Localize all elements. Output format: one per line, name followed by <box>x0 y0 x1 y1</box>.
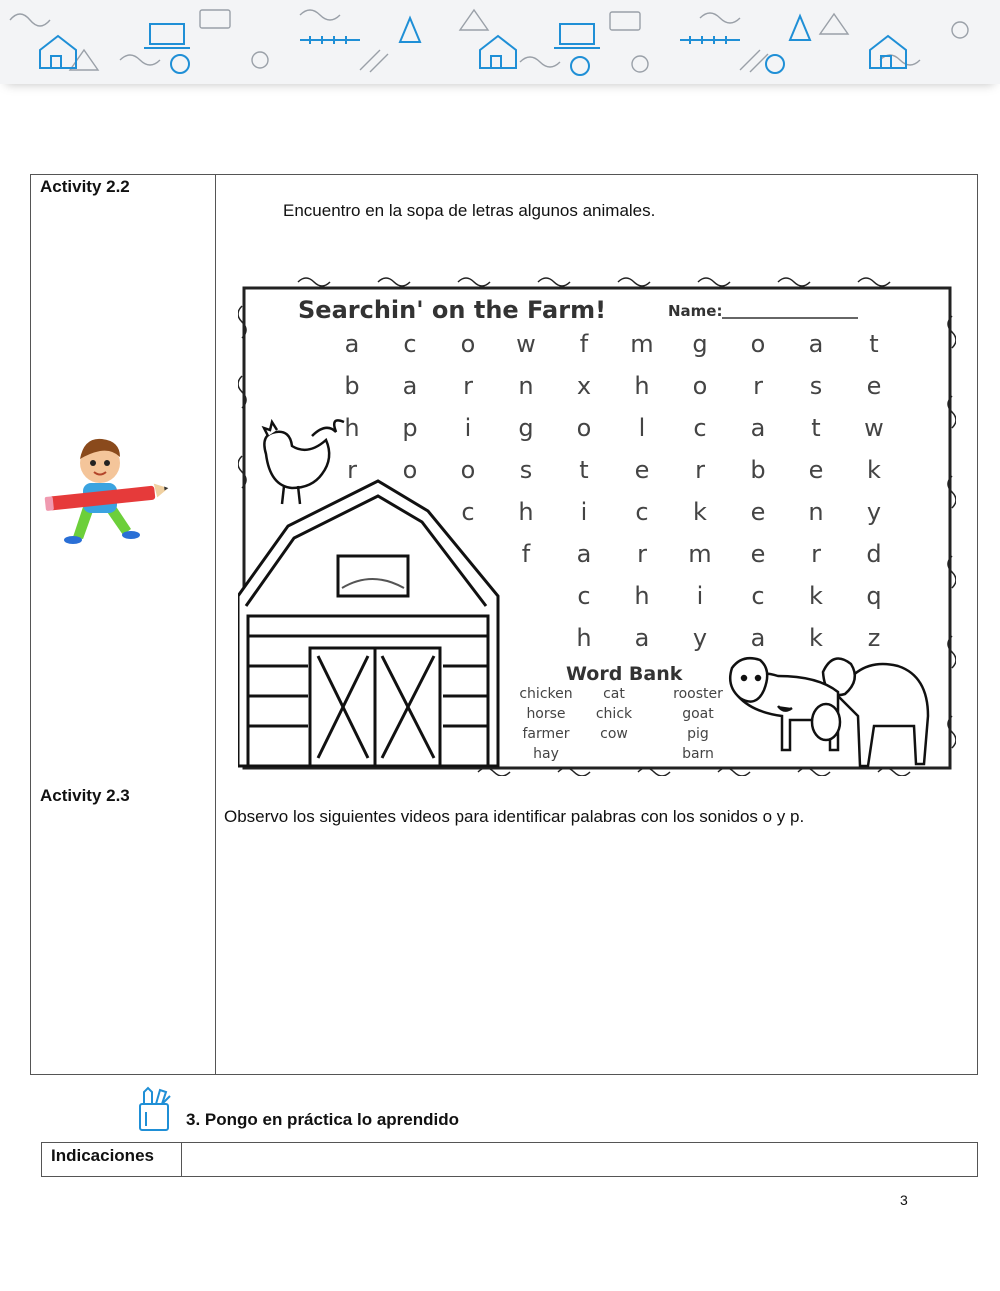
grid-letter: r <box>347 456 357 484</box>
grid-letter: e <box>634 456 650 484</box>
activity-2-3-instruction: Observo los siguientes videos para identificar palabras con los sonidos o y p. <box>224 807 805 826</box>
grid-letter: k <box>809 624 823 652</box>
puzzle-title: Searchin' on the Farm! <box>298 296 607 324</box>
grid-letter: h <box>634 372 650 400</box>
word-bank-item: farmer <box>522 726 570 742</box>
grid-letter: i <box>580 498 588 526</box>
grid-letter: o <box>750 330 766 358</box>
grid-letter: m <box>630 330 654 358</box>
boy-with-pencil-illustration <box>43 437 173 547</box>
grid-letter: o <box>576 414 592 442</box>
grid-letter: t <box>579 456 589 484</box>
grid-letter: c <box>635 498 649 526</box>
grid-letter: c <box>461 498 475 526</box>
puzzle-name-label: Name: <box>668 302 723 320</box>
grid-letter: t <box>811 414 821 442</box>
doodle-pattern <box>0 0 1000 84</box>
grid-letter: a <box>750 414 766 442</box>
grid-letter: t <box>869 330 879 358</box>
grid-letter: a <box>344 330 360 358</box>
grid-letter: i <box>464 414 472 442</box>
table-column-divider <box>215 175 216 1074</box>
grid-letter: o <box>460 456 476 484</box>
grid-letter: r <box>811 540 821 568</box>
grid-letter: y <box>692 624 708 652</box>
grid-letter: c <box>577 582 591 610</box>
activity-2-2-label: Activity 2.2 <box>40 177 130 196</box>
grid-letter: c <box>403 330 417 358</box>
grid-letter: a <box>576 540 592 568</box>
grid-letter: c <box>693 414 707 442</box>
indicaciones-label: Indicaciones <box>51 1146 154 1165</box>
grid-letter: r <box>753 372 763 400</box>
page-number: 3 <box>900 1192 908 1208</box>
grid-letter: f <box>579 330 589 358</box>
indicaciones-divider <box>181 1143 182 1176</box>
word-bank-item: pig <box>687 726 709 742</box>
word-bank-item: rooster <box>673 686 723 702</box>
grid-letter: e <box>750 540 766 568</box>
grid-letter: h <box>344 414 360 442</box>
header-doodle-banner <box>0 0 1000 84</box>
grid-letter: r <box>463 372 473 400</box>
grid-letter: h <box>518 498 534 526</box>
word-bank-item: goat <box>682 706 714 722</box>
word-bank-item: chick <box>595 706 633 722</box>
grid-letter: x <box>576 372 592 400</box>
grid-letter: a <box>634 624 650 652</box>
grid-letter: e <box>750 498 766 526</box>
grid-letter: e <box>808 456 824 484</box>
indicaciones-table <box>41 1142 978 1177</box>
grid-letter: s <box>519 456 533 484</box>
word-bank-item: barn <box>682 746 714 762</box>
grid-letter: m <box>688 540 712 568</box>
grid-letter: i <box>696 582 704 610</box>
word-bank-item: hay <box>533 746 559 762</box>
grid-letter: r <box>695 456 705 484</box>
grid-letter: p <box>402 414 418 442</box>
grid-letter: z <box>867 624 881 652</box>
grid-letter: o <box>692 372 708 400</box>
word-bank-item: chicken <box>519 686 573 702</box>
word-bank-item: cat <box>603 686 625 702</box>
grid-letter: l <box>638 414 646 442</box>
word-bank-item: horse <box>526 706 566 722</box>
grid-letter: h <box>576 624 592 652</box>
grid-letter: o <box>460 330 476 358</box>
grid-letter: g <box>692 330 708 358</box>
grid-letter: a <box>402 372 418 400</box>
grid-letter: b <box>750 456 766 484</box>
word-search-puzzle <box>238 276 956 776</box>
grid-letter: k <box>809 582 823 610</box>
grid-letter: g <box>518 414 534 442</box>
grid-letter: n <box>808 498 824 526</box>
pencil-cup-icon <box>136 1086 174 1134</box>
grid-letter: o <box>402 456 418 484</box>
grid-letter: a <box>750 624 766 652</box>
grid-letter: q <box>866 582 882 610</box>
grid-letter: h <box>634 582 650 610</box>
grid-letter: a <box>808 330 824 358</box>
grid-letter: y <box>866 498 882 526</box>
word-bank-title: Word Bank <box>566 663 683 685</box>
grid-letter: d <box>866 540 882 568</box>
activity-2-2-instruction: Encuentro en la sopa de letras algunos animales. <box>283 201 656 220</box>
grid-letter: e <box>866 372 882 400</box>
activity-2-3-label: Activity 2.3 <box>40 786 130 805</box>
grid-letter: r <box>637 540 647 568</box>
grid-letter: w <box>864 414 884 442</box>
word-search-frame <box>238 276 956 776</box>
grid-letter: k <box>693 498 707 526</box>
grid-letter: f <box>521 540 531 568</box>
grid-letter: w <box>516 330 536 358</box>
grid-letter: k <box>867 456 881 484</box>
grid-letter: s <box>809 372 823 400</box>
section-3-title: 3. Pongo en práctica lo aprendido <box>186 1110 459 1129</box>
grid-letter: b <box>344 372 360 400</box>
grid-letter: c <box>751 582 765 610</box>
grid-letter: n <box>518 372 534 400</box>
word-bank-item: cow <box>600 726 628 742</box>
